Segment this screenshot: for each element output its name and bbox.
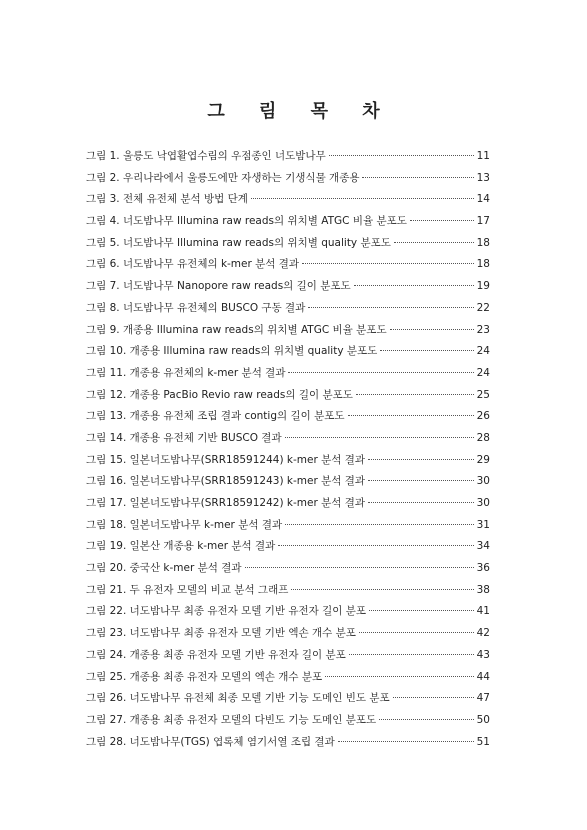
- figure-list: [86, 146, 490, 753]
- toc-entry-page-number: 36: [476, 562, 490, 575]
- toc-entry[interactable]: [86, 732, 490, 754]
- toc-entry-label: 그림 10. 개종용 Illumina raw reads의 위치별 quality 분포도: [86, 345, 378, 358]
- toc-entry-label: 그림 19. 일본산 개종용 k-mer 분석 결과: [86, 540, 276, 553]
- dot-leader: [302, 263, 474, 264]
- toc-entry[interactable]: [86, 298, 490, 320]
- toc-entry-page-number: 24: [476, 345, 490, 358]
- dot-leader: [393, 697, 474, 698]
- toc-entry[interactable]: [86, 471, 490, 493]
- toc-entry-page-number: 38: [476, 583, 490, 596]
- toc-entry-label: 그림 6. 너도밤나무 유전체의 k-mer 분석 결과: [86, 258, 300, 271]
- toc-entry[interactable]: [86, 667, 490, 689]
- toc-entry[interactable]: [86, 406, 490, 428]
- dot-leader: [245, 567, 474, 568]
- dot-leader: [354, 285, 474, 286]
- toc-entry[interactable]: [86, 211, 490, 233]
- toc-entry-page-number: 26: [476, 410, 490, 423]
- toc-entry-page-number: 18: [476, 236, 490, 249]
- toc-entry-label: 그림 28. 너도밤나무(TGS) 엽록체 염기서열 조립 결과: [86, 735, 335, 748]
- toc-entry-label: 그림 2. 우리나라에서 울릉도에만 자생하는 기생식물 개종용: [86, 171, 360, 184]
- toc-entry-page-number: 14: [476, 193, 490, 206]
- dot-leader: [288, 372, 473, 373]
- toc-entry-page-number: 25: [476, 388, 490, 401]
- toc-entry-page-number: 13: [476, 171, 490, 184]
- toc-entry-label: 그림 16. 일본너도밤나무(SRR18591243) k-mer 분석 결과: [86, 475, 366, 488]
- dot-leader: [348, 415, 474, 416]
- toc-entry[interactable]: [86, 601, 490, 623]
- toc-entry[interactable]: [86, 254, 490, 276]
- dot-leader: [285, 437, 474, 438]
- toc-entry-label: 그림 17. 일본너도밤나무(SRR18591242) k-mer 분석 결과: [86, 497, 366, 509]
- toc-entry[interactable]: [86, 493, 490, 515]
- toc-entry[interactable]: [86, 536, 490, 558]
- toc-entry-page-number: 24: [476, 366, 490, 379]
- toc-entry-label: 그림 9. 개종용 Illumina raw reads의 위치별 ATGC 비율 분포도: [86, 323, 387, 336]
- toc-entry-page-number: 19: [476, 280, 490, 293]
- toc-entry[interactable]: [86, 515, 490, 537]
- page-title: 그 림 목 차: [207, 101, 394, 122]
- toc-entry-page-number: 31: [476, 518, 490, 531]
- toc-entry-page-number: 22: [476, 301, 490, 314]
- toc-entry-label: 그림 3. 전체 유전체 분석 방법 단계: [86, 193, 248, 206]
- dot-leader: [338, 741, 474, 742]
- toc-entry-page-number: 28: [476, 431, 490, 444]
- toc-entry-page-number: 30: [476, 497, 490, 509]
- dot-leader: [368, 459, 474, 460]
- toc-entry-page-number: 34: [476, 540, 490, 553]
- toc-entry-page-number: 41: [476, 605, 490, 618]
- toc-entry[interactable]: [86, 385, 490, 407]
- toc-entry-label: 그림 15. 일본너도밤나무(SRR18591244) k-mer 분석 결과: [86, 453, 366, 466]
- toc-entry[interactable]: [86, 363, 490, 385]
- toc-entry-label: 그림 27. 개종용 최종 유전자 모델의 다빈도 기능 도메인 분포도: [86, 713, 377, 726]
- toc-entry-page-number: 44: [476, 670, 490, 683]
- toc-entry-label: 그림 13. 개종용 유전체 조립 결과 contig의 길이 분포도: [86, 410, 345, 423]
- toc-entry[interactable]: [86, 710, 490, 732]
- toc-entry-label: 그림 8. 너도밤나무 유전체의 BUSCO 구동 결과: [86, 301, 306, 314]
- toc-entry-label: 그림 25. 개종용 최종 유전자 모델의 엑손 개수 분포: [86, 670, 323, 683]
- toc-entry-label: 그림 12. 개종용 PacBio Revio raw reads의 길이 분포도: [86, 388, 353, 401]
- toc-entry-label: 그림 14. 개종용 유전체 기반 BUSCO 결과: [86, 431, 282, 444]
- toc-entry[interactable]: [86, 558, 490, 580]
- dot-leader: [410, 220, 474, 221]
- toc-entry[interactable]: [86, 146, 490, 168]
- toc-entry-label: 그림 24. 개종용 최종 유전자 모델 기반 유전자 길이 분포: [86, 648, 346, 661]
- toc-entry[interactable]: [86, 320, 490, 342]
- toc-entry[interactable]: [86, 688, 490, 710]
- toc-entry-page-number: 51: [476, 735, 490, 748]
- toc-entry-page-number: 42: [476, 627, 490, 640]
- dot-leader: [369, 610, 474, 611]
- dot-leader: [356, 394, 474, 395]
- dot-leader: [325, 676, 474, 677]
- toc-entry-label: 그림 5. 너도밤나무 Illumina raw reads의 위치별 quality 분포도: [86, 236, 391, 249]
- toc-entry[interactable]: [86, 645, 490, 667]
- dot-leader: [368, 480, 474, 481]
- dot-leader: [380, 350, 473, 351]
- dot-leader: [285, 524, 474, 525]
- dot-leader: [308, 307, 473, 308]
- toc-entry-label: 그림 23. 너도밤나무 최종 유전자 모델 기반 엑손 개수 분포: [86, 627, 356, 640]
- dot-leader: [291, 589, 473, 590]
- dot-leader: [359, 632, 474, 633]
- toc-entry-label: 그림 18. 일본너도밤나무 k-mer 분석 결과: [86, 518, 283, 531]
- dot-leader: [278, 545, 473, 546]
- dot-leader: [368, 502, 474, 503]
- toc-entry[interactable]: [86, 233, 490, 255]
- toc-entry[interactable]: [86, 428, 490, 450]
- toc-entry-label: 그림 21. 두 유전자 모델의 비교 분석 그래프: [86, 583, 289, 596]
- toc-entry[interactable]: [86, 580, 490, 602]
- toc-entry-page-number: 50: [476, 713, 490, 726]
- toc-entry-page-number: 43: [476, 648, 490, 661]
- toc-entry-page-number: 23: [476, 323, 490, 336]
- dot-leader: [349, 654, 474, 655]
- toc-entry-label: 그림 20. 중국산 k-mer 분석 결과: [86, 562, 242, 575]
- toc-entry[interactable]: [86, 276, 490, 298]
- toc-entry-label: 그림 4. 너도밤나무 Illumina raw reads의 위치별 ATGC 비율 분포도: [86, 215, 407, 228]
- toc-entry[interactable]: [86, 341, 490, 363]
- dot-leader: [362, 177, 473, 178]
- dot-leader: [379, 719, 473, 720]
- dot-leader: [390, 329, 474, 330]
- dot-leader: [251, 198, 474, 199]
- toc-entry-label: 그림 7. 너도밤나무 Nanopore raw reads의 길이 분포도: [86, 280, 351, 293]
- toc-entry[interactable]: [86, 168, 490, 190]
- toc-entry-label: 그림 1. 울릉도 낙엽활엽수림의 우점종인 너도밤나무: [86, 150, 326, 162]
- toc-entry-label: 그림 22. 너도밤나무 최종 유전자 모델 기반 유전자 길이 분포: [86, 605, 367, 618]
- toc-entry-label: 그림 26. 너도밤나무 유전체 최종 모델 기반 기능 도메인 빈도 분포: [86, 692, 390, 705]
- dot-leader: [394, 242, 474, 243]
- toc-entry[interactable]: [86, 623, 490, 645]
- toc-entry[interactable]: [86, 450, 490, 472]
- toc-entry-page-number: 17: [476, 215, 490, 228]
- toc-entry[interactable]: [86, 189, 490, 211]
- toc-entry-page-number: 29: [476, 453, 490, 466]
- toc-entry-label: 그림 11. 개종용 유전체의 k-mer 분석 결과: [86, 366, 286, 379]
- toc-entry-page-number: 11: [476, 150, 490, 162]
- dot-leader: [329, 155, 474, 156]
- toc-entry-page-number: 18: [476, 258, 490, 271]
- toc-entry-page-number: 47: [476, 692, 490, 705]
- toc-entry-page-number: 30: [476, 475, 490, 488]
